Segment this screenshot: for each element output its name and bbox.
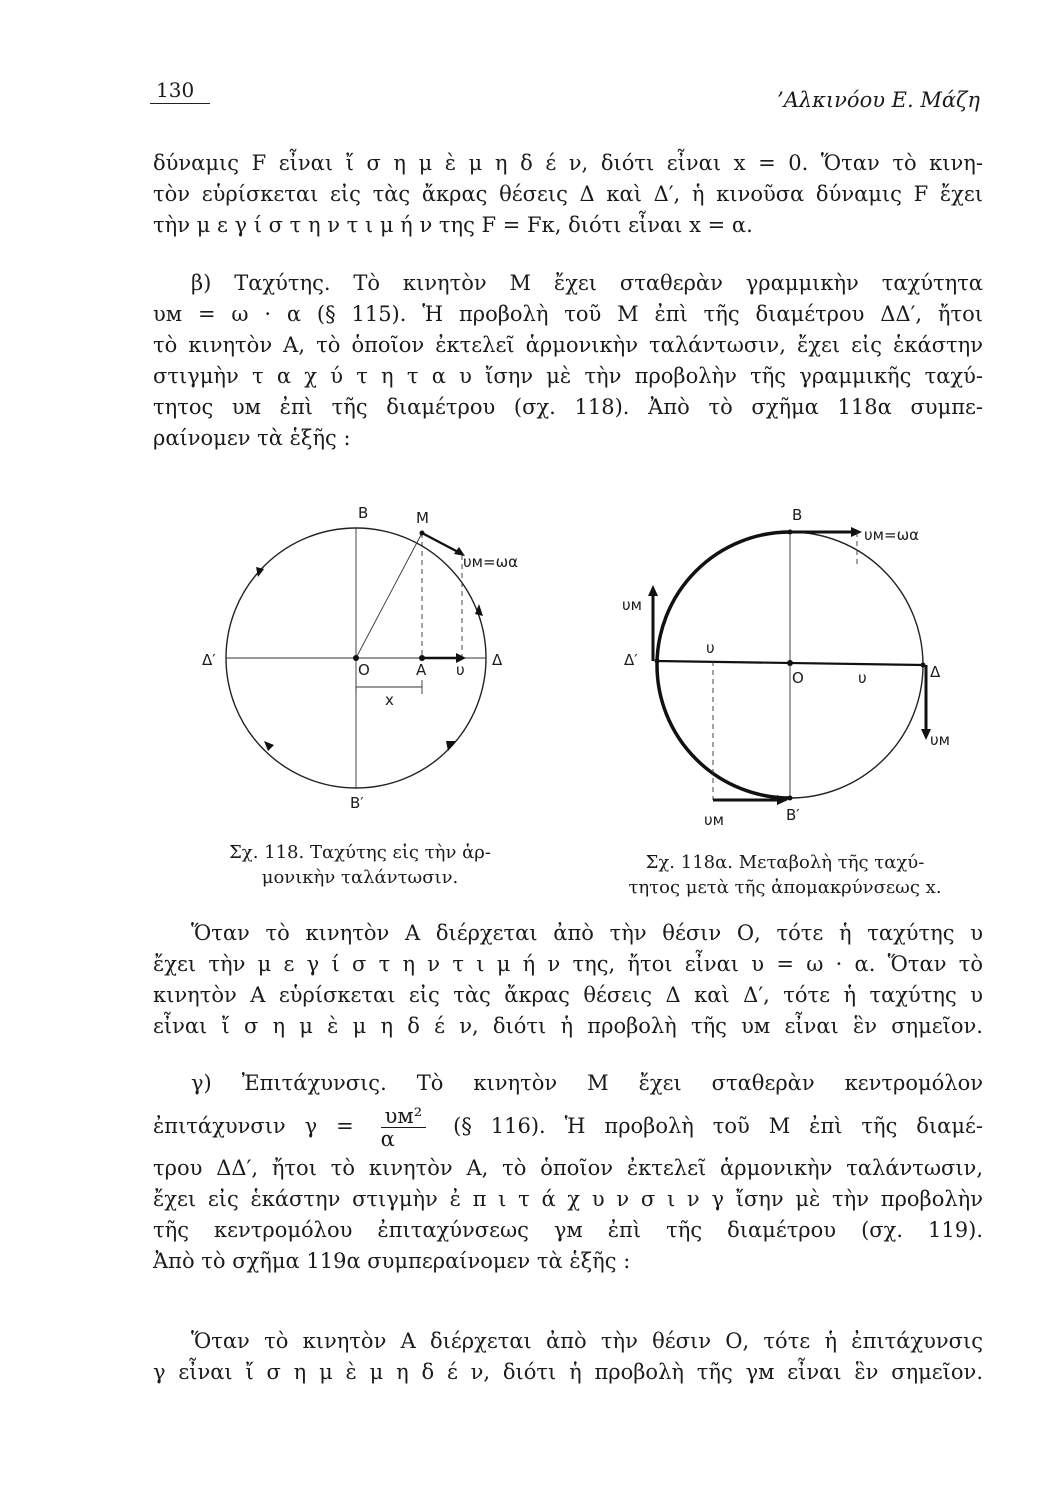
formula-line — [153, 1099, 983, 1153]
label-velocity-right: υм — [930, 731, 950, 749]
text-line: κινητὸν Α εὑρίσκεται εἰς τὰς ἄκρας θέσεις Δ καὶ Δ′, τότε ἡ ταχύτης υ — [153, 983, 983, 1007]
label-velocity: υм=ωα — [463, 553, 519, 571]
formula-prefix: ἐπιτάχυνσιν γ = — [153, 1114, 354, 1138]
paragraph-1 — [153, 148, 983, 241]
label-o: O — [358, 661, 370, 679]
velocity-left-arrowhead — [648, 585, 658, 596]
text-line: δύναμις F εἶναι ἴ σ η μ ὲ μ η δ έ ν, διότι εἶναι x = 0. Ὅταν τὸ κινη- — [153, 151, 983, 175]
label-x: x — [385, 691, 394, 709]
text-line: Ὅταν τὸ κινητὸν Α διέρχεται ἀπὸ τὴν θέσιν Ο, τότε ἡ ταχύτης υ — [191, 921, 983, 945]
page-header — [140, 70, 990, 110]
caption-line: Σχ. 118α. Μεταβολὴ τῆς ταχύ- — [645, 852, 925, 873]
text-line: Ὅταν τὸ κινητὸν Α διέρχεται ἀπὸ τὴν θέσιν Ο, τότε ἡ ἐπιτάχυνσις — [191, 1329, 983, 1353]
page-number: 130 — [156, 78, 195, 102]
caption-line: μονικὴν ταλάντωσιν. — [261, 867, 459, 888]
running-head: ’Αλκινόου Ε. Μάζη — [777, 88, 980, 112]
point-b — [788, 530, 793, 535]
label-delta: Δ — [492, 651, 503, 669]
velocity-top-arrowhead — [851, 527, 862, 537]
point-delta-prime — [655, 659, 660, 664]
text-line: τὴν μ ε γ ί σ τ η ν τ ι μ ή ν της F = Fκ, διότι εἶναι x = α. — [153, 213, 753, 237]
label-b-prime: B′ — [786, 806, 800, 824]
label-velocity-left: υм — [622, 596, 642, 614]
text-line: εἶναι ἴ σ η μ ὲ μ η δ έ ν, διότι ἡ προβολὴ τῆς υм εἶναι ἓν σημεῖον. — [153, 1014, 983, 1038]
label-delta: Δ — [930, 663, 941, 681]
figure-118-caption — [180, 840, 540, 890]
text-line: υм = ω · α (§ 115). Ἡ προβολὴ τοῦ Μ ἐπὶ τῆς διαμέτρου ΔΔ′, ἤτοι — [153, 302, 983, 326]
fraction — [381, 1105, 427, 1150]
label-upsilon-right: υ — [858, 669, 867, 687]
label-o: O — [792, 669, 804, 687]
text-line: γ εἶναι ἴ σ η μ ὲ μ η δ έ ν, διότι ἡ προβολὴ τῆς γм εἶναι ἓν σημεῖον. — [153, 1360, 983, 1384]
text-line: τητος υм ἐπὶ τῆς διαμέτρου (σχ. 118). Ἀπὸ τὸ σχῆμα 118α συμπε- — [153, 395, 983, 419]
paragraph-3 — [153, 918, 983, 1042]
radius-om — [356, 533, 422, 658]
label-upsilon-left: υ — [706, 639, 715, 657]
label-b: B — [358, 504, 369, 522]
label-velocity-bottom: υм — [704, 811, 724, 829]
text-line: ραίνομεν τὰ ἑξῆς : — [153, 426, 351, 450]
text-line: τὸ κινητὸν Α, τὸ ὁποῖον ἐκτελεῖ ἁρμονικὴν ταλάντωσιν, ἔχει εἰς ἑκάστην — [153, 333, 983, 357]
text-line: τὸν εὑρίσκεται εἰς τὰς ἄκρας θέσεις Δ καὶ Δ′, ἡ κινοῦσα δύναμις F ἔχει — [153, 182, 983, 206]
text-line: ἔχει τὴν μ ε γ ί σ τ η ν τ ι μ ή ν της, ἤτοι εἶναι υ = ω · α. Ὅταν τὸ — [153, 952, 983, 976]
paragraph-2-velocity — [153, 268, 983, 454]
paragraph-4-acceleration — [153, 1068, 983, 1277]
direction-arrow — [264, 741, 274, 751]
point-delta — [921, 663, 926, 668]
label-b: B — [792, 506, 803, 524]
arc-bottom-left — [657, 665, 790, 798]
label-a: A — [416, 661, 427, 679]
text-line: β) Ταχύτης. Τὸ κινητὸν Μ ἔχει σταθερὰν γραμμικὴν ταχύτητα — [191, 271, 983, 295]
figure-118a-diagram — [600, 495, 970, 835]
caption-line: τητος μετὰ τῆς ἀπομακρύνσεως x. — [628, 877, 942, 898]
label-b-prime: B′ — [350, 794, 364, 812]
label-delta-prime: Δ′ — [624, 651, 638, 669]
moving-point — [420, 531, 425, 536]
page-number-underline — [150, 103, 210, 104]
caption-line: Σχ. 118. Ταχύτης εἰς τὴν ἁρ- — [229, 842, 491, 863]
formula-suffix: (§ 116). Ἡ προβολὴ τοῦ Μ ἐπὶ τῆς διαμέ- — [453, 1114, 983, 1138]
figure-118a-caption — [600, 850, 970, 900]
arc-top-left — [657, 532, 790, 665]
label-m: M — [416, 509, 429, 527]
label-upsilon: υ — [456, 661, 465, 679]
figure-118 — [180, 495, 540, 820]
figure-118a — [600, 495, 970, 835]
center-point — [787, 660, 793, 666]
text-line: τρου ΔΔ′, ἤτοι τὸ κινητὸν Α, τὸ ὁποῖον ἐκτελεῖ ἁρμονικὴν ταλάντωσιν, — [153, 1156, 983, 1180]
label-delta-prime: Δ′ — [202, 651, 216, 669]
label-velocity-top: υм=ωα — [864, 526, 920, 544]
text-line: γ) Ἐπιτάχυνσις. Τὸ κινητὸν Μ ἔχει σταθερὰν κεντρομόλον — [191, 1071, 983, 1095]
fraction-numerator: υм² — [381, 1105, 427, 1128]
figure-118-diagram — [180, 495, 540, 820]
direction-arrow — [256, 567, 264, 577]
text-line: τῆς κεντρομόλου ἐπιταχύνσεως γм ἐπὶ τῆς διαμέτρου (σχ. 119). — [153, 1218, 983, 1242]
text-line: Ἀπὸ τὸ σχῆμα 119α συμπεραίνομεν τὰ ἑξῆς : — [153, 1249, 631, 1273]
paragraph-5 — [153, 1326, 983, 1388]
text-line: ἔχει εἰς ἑκάστην στιγμὴν ἐ π ι τ ά χ υ ν σ ι ν γ ἴσην μὲ τὴν προβολὴν — [153, 1187, 983, 1211]
fraction-denominator: α — [380, 1127, 395, 1151]
point-b-prime — [788, 796, 793, 801]
text-line: στιγμὴν τ α χ ύ τ η τ α υ ἴσην μὲ τὴν προβολὴν τῆς γραμμικῆς ταχύ- — [153, 364, 983, 388]
